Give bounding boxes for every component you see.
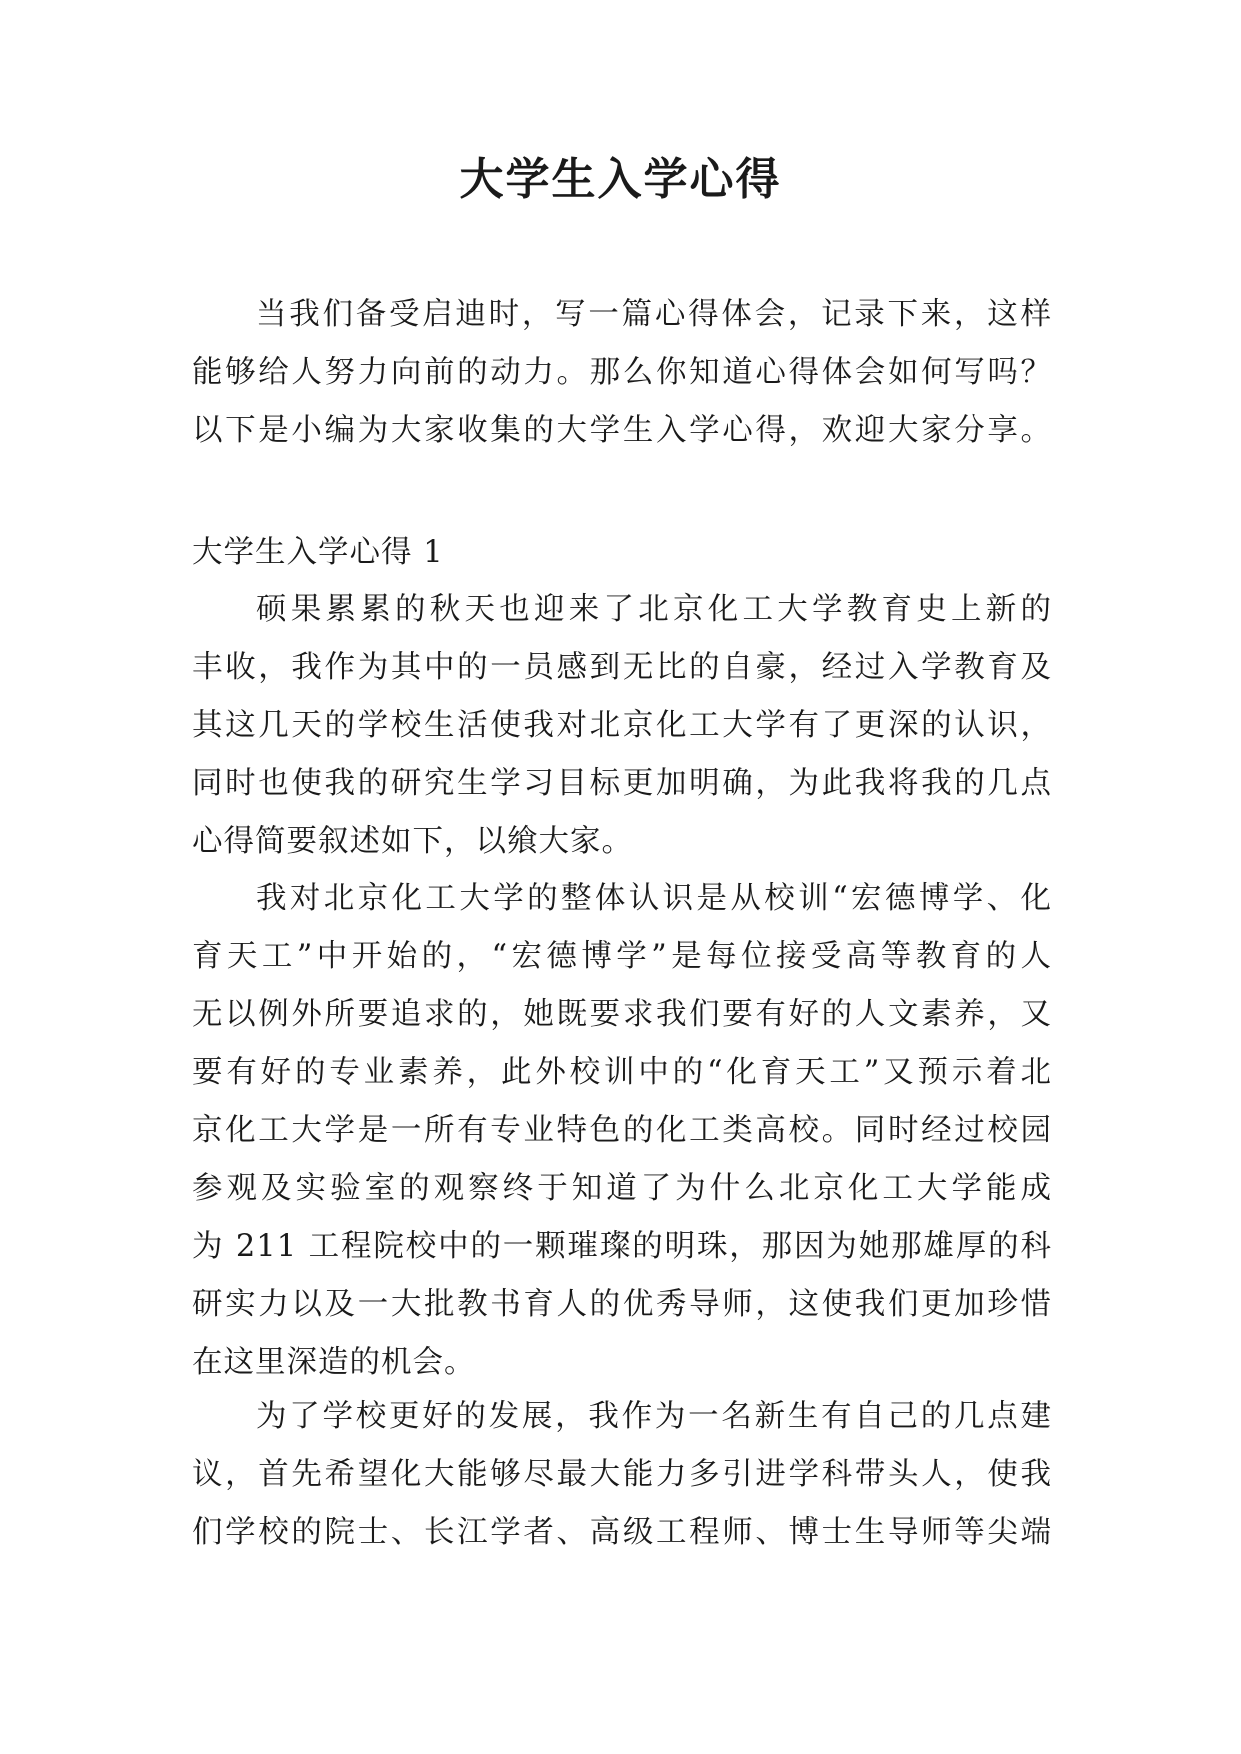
paragraph-line: 心得简要叙述如下，以飨大家。	[192, 824, 633, 859]
paragraph-1	[192, 581, 1052, 871]
paragraph-line: 丰收，我作为其中的一员感到无比的自豪，经过入学教育及	[192, 650, 1052, 685]
intro-paragraph	[192, 286, 1052, 460]
paragraph-line: 京化工大学是一所有专业特色的化工类高校。同时经过校园	[192, 1113, 1052, 1148]
paragraph-line: 其这几天的学校生活使我对北京化工大学有了更深的认识，	[192, 708, 1052, 743]
paragraph-line: 要有好的专业素养，此外校训中的“化育天工”又预示着北	[192, 1055, 1052, 1090]
paragraph-line: 硕果累累的秋天也迎来了北京化工大学教育史上新的	[256, 592, 1052, 627]
paragraph-line: 为 211 工程院校中的一颗璀璨的明珠，那因为她那雄厚的科	[192, 1229, 1052, 1264]
intro-line: 当我们备受启迪时，写一篇心得体会，记录下来，这样	[256, 297, 1052, 332]
intro-line: 能够给人努力向前的动力。那么你知道心得体会如何写吗？	[192, 355, 1052, 390]
intro-line: 以下是小编为大家收集的大学生入学心得，欢迎大家分享。	[192, 413, 1052, 448]
paragraph-line: 同时也使我的研究生学习目标更加明确，为此我将我的几点	[192, 766, 1052, 801]
paragraph-line: 在这里深造的机会。	[192, 1345, 476, 1380]
section-heading: 大学生入学心得 1	[192, 535, 444, 570]
paragraph-line: 参观及实验室的观察终于知道了为什么北京化工大学能成	[192, 1171, 1052, 1206]
document-title: 大学生入学心得	[459, 154, 782, 205]
paragraph-line: 们学校的院士、长江学者、高级工程师、博士生导师等尖端	[192, 1515, 1052, 1550]
paragraph-line: 无以例外所要追求的，她既要求我们要有好的人文素养，又	[192, 997, 1052, 1032]
paragraph-line: 研实力以及一大批教书育人的优秀导师，这使我们更加珍惜	[192, 1287, 1052, 1322]
paragraph-3	[192, 1388, 1052, 1562]
paragraph-line: 我对北京化工大学的整体认识是从校训“宏德博学、化	[256, 881, 1052, 916]
paragraph-line: 育天工”中开始的，“宏德博学”是每位接受高等教育的人	[192, 939, 1052, 974]
paragraph-2	[192, 870, 1052, 1392]
paragraph-line: 为了学校更好的发展，我作为一名新生有自己的几点建	[256, 1399, 1052, 1434]
paragraph-line: 议，首先希望化大能够尽最大能力多引进学科带头人，使我	[192, 1457, 1052, 1492]
